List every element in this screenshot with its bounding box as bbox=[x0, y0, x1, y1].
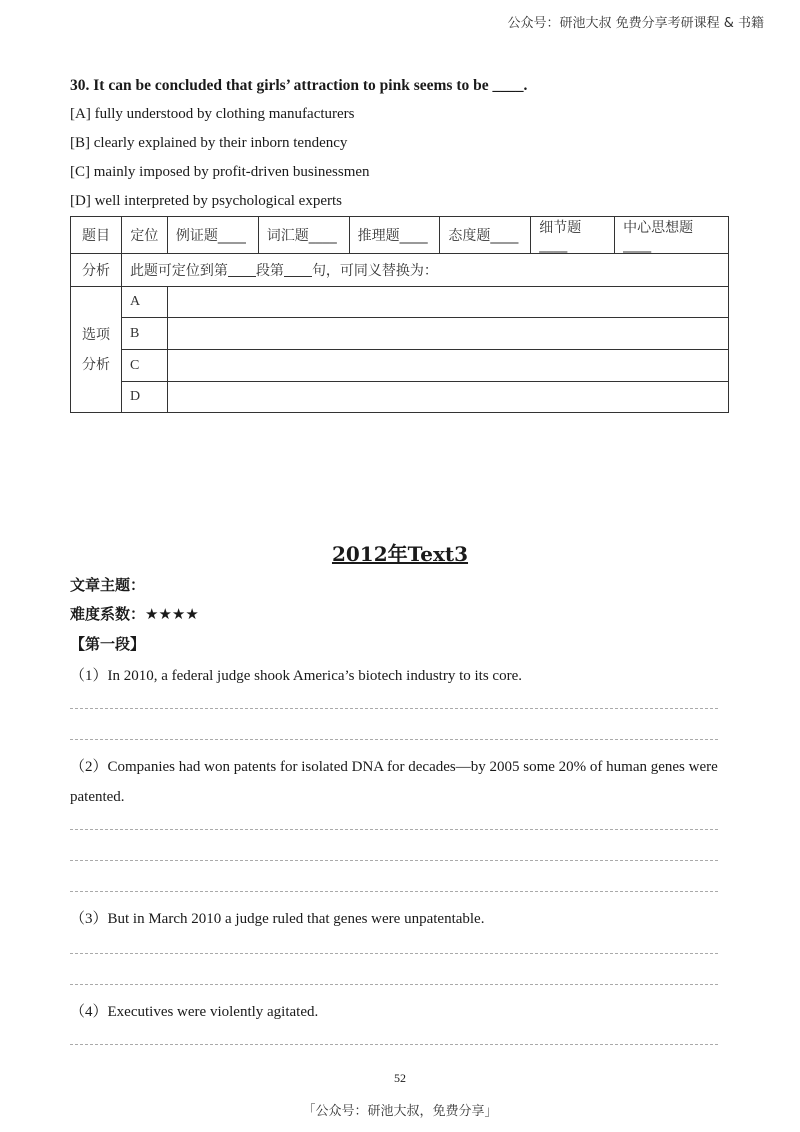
option-letter-b: B bbox=[121, 318, 167, 350]
answer-line bbox=[70, 829, 718, 830]
answer-line bbox=[70, 984, 718, 985]
locate-part2: 段第 bbox=[255, 263, 284, 279]
type-vocabulary: 词汇题____ bbox=[258, 217, 349, 254]
section-title: 2012年Text3 bbox=[331, 542, 469, 566]
answer-line bbox=[70, 739, 718, 740]
options-analysis-label bbox=[71, 287, 122, 413]
option-c-analysis-cell bbox=[167, 350, 728, 382]
answer-line bbox=[70, 1044, 718, 1045]
option-a-analysis-cell bbox=[167, 287, 728, 318]
page-number: 52 bbox=[394, 1071, 406, 1085]
locate-part1: 此题可定位到第 bbox=[129, 263, 228, 279]
locate-cell: 定位 bbox=[121, 217, 167, 254]
sentence-4: （4）Executives were violently agitated. bbox=[70, 1004, 319, 1020]
sentence-2: （2）Companies had won patents for isolated DNA for decades—by 2005 some 20% of human genes were patented. bbox=[70, 759, 718, 805]
option-letter-c: C bbox=[121, 350, 167, 382]
option-d: [D] well interpreted by psychological experts bbox=[70, 193, 342, 209]
type-inference: 推理题____ bbox=[349, 217, 440, 254]
blank-sentence bbox=[284, 275, 312, 277]
option-b: [B] clearly explained by their inborn tendency bbox=[70, 135, 348, 151]
type-detail: 细节题____ bbox=[531, 217, 615, 254]
answer-line bbox=[70, 953, 718, 954]
answer-line bbox=[70, 708, 718, 709]
option-d-analysis-cell bbox=[167, 382, 728, 413]
difficulty-label: 难度系数：★★★★ bbox=[70, 605, 199, 623]
analysis-table bbox=[70, 216, 729, 413]
header-note: 公众号：研池大叔 免费分享考研课程 & 书籍 bbox=[507, 16, 764, 31]
paragraph-label: 【第一段】 bbox=[70, 635, 146, 653]
option-c: [C] mainly imposed by profit-driven businessmen bbox=[70, 164, 370, 180]
row-label-question: 题目 bbox=[71, 217, 122, 254]
options-label-line2: 分析 bbox=[81, 356, 110, 373]
question-text: 30. It can be concluded that girls’ attraction to pink seems to be ____. bbox=[70, 77, 528, 94]
option-letter-d: D bbox=[121, 382, 167, 413]
sentence-1: （1）In 2010, a federal judge shook America’s biotech industry to its core. bbox=[70, 668, 522, 684]
footer-note: 「公众号：研池大叔，免费分享」 bbox=[302, 1104, 498, 1119]
row-label-analysis: 分析 bbox=[71, 254, 122, 287]
locate-sentence bbox=[121, 254, 728, 287]
type-attitude: 态度题____ bbox=[440, 217, 531, 254]
locate-part3: 句，可同义替换为： bbox=[311, 263, 438, 279]
blank-paragraph bbox=[228, 275, 256, 277]
type-example: 例证题____ bbox=[167, 217, 258, 254]
options-label-line1: 选项 bbox=[81, 326, 110, 343]
option-b-analysis-cell bbox=[167, 318, 728, 350]
option-letter-a: A bbox=[121, 287, 167, 318]
theme-label: 文章主题： bbox=[70, 576, 146, 594]
answer-line bbox=[70, 891, 718, 892]
sentence-3: （3）But in March 2010 a judge ruled that genes were unpatentable. bbox=[70, 911, 485, 927]
answer-line bbox=[70, 860, 718, 861]
type-main-idea: 中心思想题____ bbox=[615, 217, 729, 254]
option-a: [A] fully understood by clothing manufacturers bbox=[70, 106, 355, 122]
